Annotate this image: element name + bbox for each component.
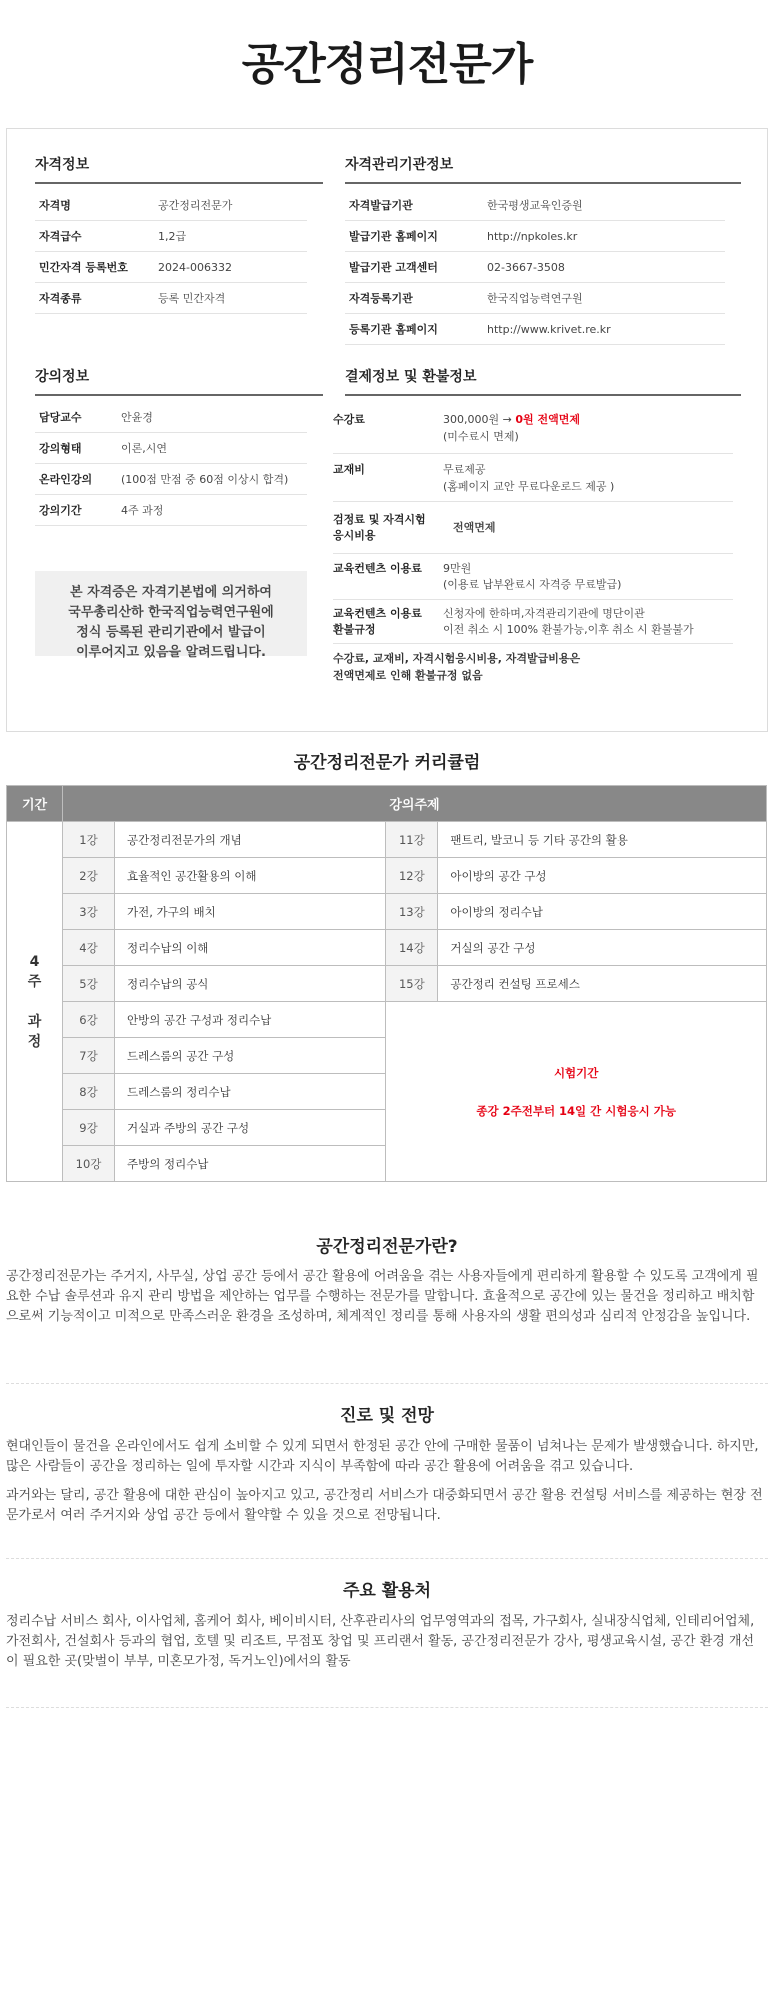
- table-row: [7, 822, 767, 858]
- pay-row-material: [333, 454, 733, 502]
- exam-period-title: 시험기간: [553, 1065, 599, 1080]
- col-subject-header: 강의주제: [63, 786, 767, 822]
- period-cell: [7, 822, 63, 1182]
- agency-row-key: 자격등록기관: [349, 292, 413, 305]
- refund-value-line: 이전 취소 시 100% 환불가능,이후 취소 시 환불불가: [443, 623, 694, 636]
- exam-fee-label-line: 검정료 및 자격시험: [333, 513, 426, 526]
- qual-row-key: 자격종류: [39, 292, 82, 305]
- exam-fee-value: 전액면제: [453, 521, 496, 534]
- lecture-topic: 거실과 주방의 공간 구성: [115, 1110, 386, 1146]
- table-row: [7, 858, 767, 894]
- lecture-number: 9강: [63, 1110, 115, 1146]
- divider: [6, 1707, 768, 1708]
- lecture-number: 1강: [63, 822, 115, 858]
- lecture-number: 10강: [63, 1146, 115, 1182]
- agency-row: [345, 190, 725, 221]
- lecture-row: [35, 433, 307, 464]
- lecture-row-value: 이론,시연: [121, 442, 168, 455]
- period-line: [7, 992, 62, 1012]
- outlook-text-1: 현대인들이 물건을 온라인에서도 쉽게 소비할 수 있게 되면서 한정된 공간 안에 구매한 물품이 넘쳐나는 문제가 발생했습니다. 하지만, 많은 사람들이 공간을 정리하는 일에 투자할 시간과 지식이 부족함에 따라 공간 활용에 어려움을 겪고 있습니다.: [6, 1439, 759, 1474]
- agency-row-value: 02-3667-3508: [487, 261, 565, 274]
- exam-period-desc: 종강 2주전부터 14일 간 시험응시 가능: [476, 1103, 676, 1118]
- agency-row-key: 등록기관 홈페이지: [349, 323, 438, 336]
- lecture-row-key: 담당교수: [39, 411, 82, 424]
- lecture-topic: 가전, 가구의 배치: [115, 894, 386, 930]
- lecture-row-value: 안윤경: [121, 411, 153, 424]
- qual-row-key: 자격급수: [39, 230, 82, 243]
- notice-line: 이루어지고 있음을 알려드립니다.: [76, 645, 266, 660]
- lecture-number: 2강: [63, 858, 115, 894]
- tuition-value: [443, 412, 580, 428]
- lecture-number: 8강: [63, 1074, 115, 1110]
- refund-footer-line: 전액면제로 인해 환불규정 없음: [333, 669, 483, 682]
- refund-label-line: 교육컨텐츠 이용료: [333, 607, 422, 620]
- lecture-topic: 정리수납의 공식: [115, 966, 386, 1002]
- table-row: [7, 894, 767, 930]
- notice-line: 본 자격증은 자격기본법에 의거하여: [70, 585, 272, 600]
- period-line: 과: [27, 1013, 42, 1030]
- agency-row: [345, 221, 725, 252]
- divider: [6, 1558, 768, 1559]
- lecture-row: [35, 495, 307, 526]
- refund-label: [333, 606, 422, 638]
- qual-info-heading: 자격정보: [35, 154, 323, 184]
- qual-row-value: 2024-006332: [158, 261, 232, 274]
- qual-row-key: 자격명: [39, 199, 71, 212]
- lecture-row-value: (100점 만점 중 60점 이상시 합격): [121, 473, 289, 486]
- exam-fee-label: [333, 512, 426, 544]
- material-note: (홈페이지 교안 무료다운로드 제공 ): [443, 480, 615, 493]
- table-row: [7, 930, 767, 966]
- agency-row: [345, 314, 725, 345]
- lecture-number: 15강: [386, 966, 438, 1002]
- divider: [6, 1383, 768, 1384]
- lecture-number: 5강: [63, 966, 115, 1002]
- about-title: 공간정리전문가란?: [316, 1237, 458, 1257]
- lecture-row-key: 온라인강의: [39, 473, 93, 486]
- lecture-number: 14강: [386, 930, 438, 966]
- usage-text: 정리수납 서비스 회사, 이사업체, 홈케어 회사, 베이비시터, 산후관리사의 업무영역과의 접목, 가구회사, 실내장식업체, 인테리어업체, 가전회사, 건설회사 등과의 협업, 호텔 및 리조트, 무점포 창업 및 프리랜서 활동, 공간정리전문가 강사, 평생교육시설, 공간 환경 개선이 필요한 곳(맞벌이 부부, 미혼모가정, 독거노인)에서의 활동: [6, 1614, 755, 1669]
- qual-row-value: 공간정리전문가: [158, 199, 233, 212]
- lecture-topic: 아이방의 정리수납: [438, 894, 767, 930]
- refund-footer: [333, 650, 580, 684]
- curriculum-header-row: [7, 786, 767, 822]
- tuition-free: 0원 전액면제: [515, 413, 580, 426]
- curriculum-title: 공간정리전문가 커리큘럼: [293, 753, 481, 773]
- refund-label-line: 환불규정: [333, 623, 376, 636]
- material-label: 교재비: [333, 463, 365, 476]
- pay-row-exam: [333, 502, 733, 554]
- payment-info-heading: 결제정보 및 환불정보: [345, 366, 741, 396]
- lecture-topic: 아이방의 공간 구성: [438, 858, 767, 894]
- lecture-topic: 효율적인 공간활용의 이해: [115, 858, 386, 894]
- lecture-info-heading: 강의정보: [35, 366, 323, 396]
- refund-footer-line: 수강료, 교재비, 자격시험응시비용, 자격발급비용은: [333, 652, 581, 665]
- period-line: 4: [29, 953, 40, 970]
- outlook-title: 진로 및 전망: [340, 1406, 434, 1426]
- lecture-topic: 드레스룸의 정리수납: [115, 1074, 386, 1110]
- lecture-number: 12강: [386, 858, 438, 894]
- qual-row-value: 등록 민간자격: [158, 292, 226, 305]
- page-title: 공간정리전문가: [241, 39, 533, 90]
- lecture-number: 6강: [63, 1002, 115, 1038]
- content-fee-value: 9만원: [443, 562, 472, 575]
- lecture-number: 11강: [386, 822, 438, 858]
- pay-row-tuition: [333, 402, 733, 454]
- outlook-text-2: 과거와는 달리, 공간 활용에 대한 관심이 높아지고 있고, 공간정리 서비스가 대중화되면서 공간 활용 컨설팅 서비스를 제공하는 현장 전문가로서 여러 주거지와 상업 공간 등에서 활약할 수 있을 것으로 전망됩니다.: [6, 1488, 763, 1523]
- tuition-arrow: →: [502, 413, 512, 426]
- info-box: [6, 128, 768, 732]
- agency-row-key: 발급기관 고객센터: [349, 261, 438, 274]
- agency-homepage-link[interactable]: http://npkoles.kr: [487, 230, 578, 243]
- lecture-row-key: 강의기간: [39, 504, 82, 517]
- lecture-topic: 거실의 공간 구성: [438, 930, 767, 966]
- pay-row-content: [333, 554, 733, 600]
- tuition-note: (미수료시 면제): [443, 430, 519, 443]
- lecture-row-value: 4주 과정: [121, 504, 164, 517]
- lecture-number: 4강: [63, 930, 115, 966]
- lecture-topic: 안방의 공간 구성과 정리수납: [115, 1002, 386, 1038]
- tuition-label: 수강료: [333, 413, 365, 426]
- qual-row: [35, 252, 307, 283]
- curriculum-table: [6, 785, 767, 1182]
- usage-title: 주요 활용처: [342, 1581, 432, 1601]
- qual-row-value: 1,2급: [158, 230, 187, 243]
- exam-fee-label-line: 응시비용: [333, 529, 376, 542]
- agency-row-key: 자격발급기관: [349, 199, 413, 212]
- lecture-topic: 드레스룸의 공간 구성: [115, 1038, 386, 1074]
- exam-period-cell: [386, 1002, 767, 1182]
- lecture-number: 3강: [63, 894, 115, 930]
- qual-row: [35, 283, 307, 314]
- notice-line: 정식 등록된 관리기관에서 발급이: [76, 625, 266, 640]
- lecture-number: 13강: [386, 894, 438, 930]
- lecture-number: 7강: [63, 1038, 115, 1074]
- table-row: [7, 1002, 767, 1038]
- lecture-row: [35, 464, 307, 495]
- content-fee-note: (이용료 납부완료시 자격증 무료발급): [443, 578, 622, 591]
- agency-info-heading: 자격관리기관정보: [345, 154, 741, 184]
- qual-row-key: 민간자격 등록번호: [39, 261, 128, 274]
- lecture-row-key: 강의형태: [39, 442, 82, 455]
- agency-row-value: 한국직업능력연구원: [487, 292, 583, 305]
- content-fee-label: 교육컨텐츠 이용료: [333, 562, 422, 575]
- period-line: 주: [27, 973, 42, 990]
- material-value: 무료제공: [443, 463, 486, 476]
- lecture-topic: 팬트리, 발코니 등 기타 공간의 활용: [438, 822, 767, 858]
- certification-notice: [35, 571, 307, 660]
- period-line: 정: [27, 1033, 42, 1050]
- about-text: 공간정리전문가는 주거지, 사무실, 상업 공간 등에서 공간 활용에 어려움을 겪는 사용자들에게 편리하게 활용할 수 있도록 고객에게 필요한 수납 솔루션과 유지 관리 방법을 제안하는 업무를 수행하는 전문가를 말합니다. 효율적으로 공간에 있는 물건을 정리하고 배치함으로써 기능적이고 미적으로 만족스러운 환경을 조성하며, 체계적인 정리를 통해 사용자의 생활 편의성과 심리적 안정감을 높입니다.: [6, 1269, 759, 1324]
- refund-value-line: 신청자에 한하며,자격관리기관에 명단이관: [443, 607, 645, 620]
- lecture-topic: 공간정리 컨설팅 프로세스: [438, 966, 767, 1002]
- registry-homepage-link[interactable]: http://www.krivet.re.kr: [487, 323, 611, 336]
- agency-row-value: 한국평생교육인증원: [487, 199, 583, 212]
- agency-row: [345, 252, 725, 283]
- lecture-row: [35, 402, 307, 433]
- notice-line: 국무총리산하 한국직업능력연구원에: [68, 605, 274, 620]
- lecture-topic: 공간정리전문가의 개념: [115, 822, 386, 858]
- lecture-topic: 주방의 정리수납: [115, 1146, 386, 1182]
- table-row: [7, 966, 767, 1002]
- lecture-topic: 정리수납의 이해: [115, 930, 386, 966]
- agency-row-key: 발급기관 홈페이지: [349, 230, 438, 243]
- agency-row: [345, 283, 725, 314]
- qual-row: [35, 221, 307, 252]
- qual-row: [35, 190, 307, 221]
- col-period-header: 기간: [7, 786, 63, 822]
- tuition-price: 300,000원: [443, 413, 500, 426]
- pay-row-refund: [333, 600, 733, 644]
